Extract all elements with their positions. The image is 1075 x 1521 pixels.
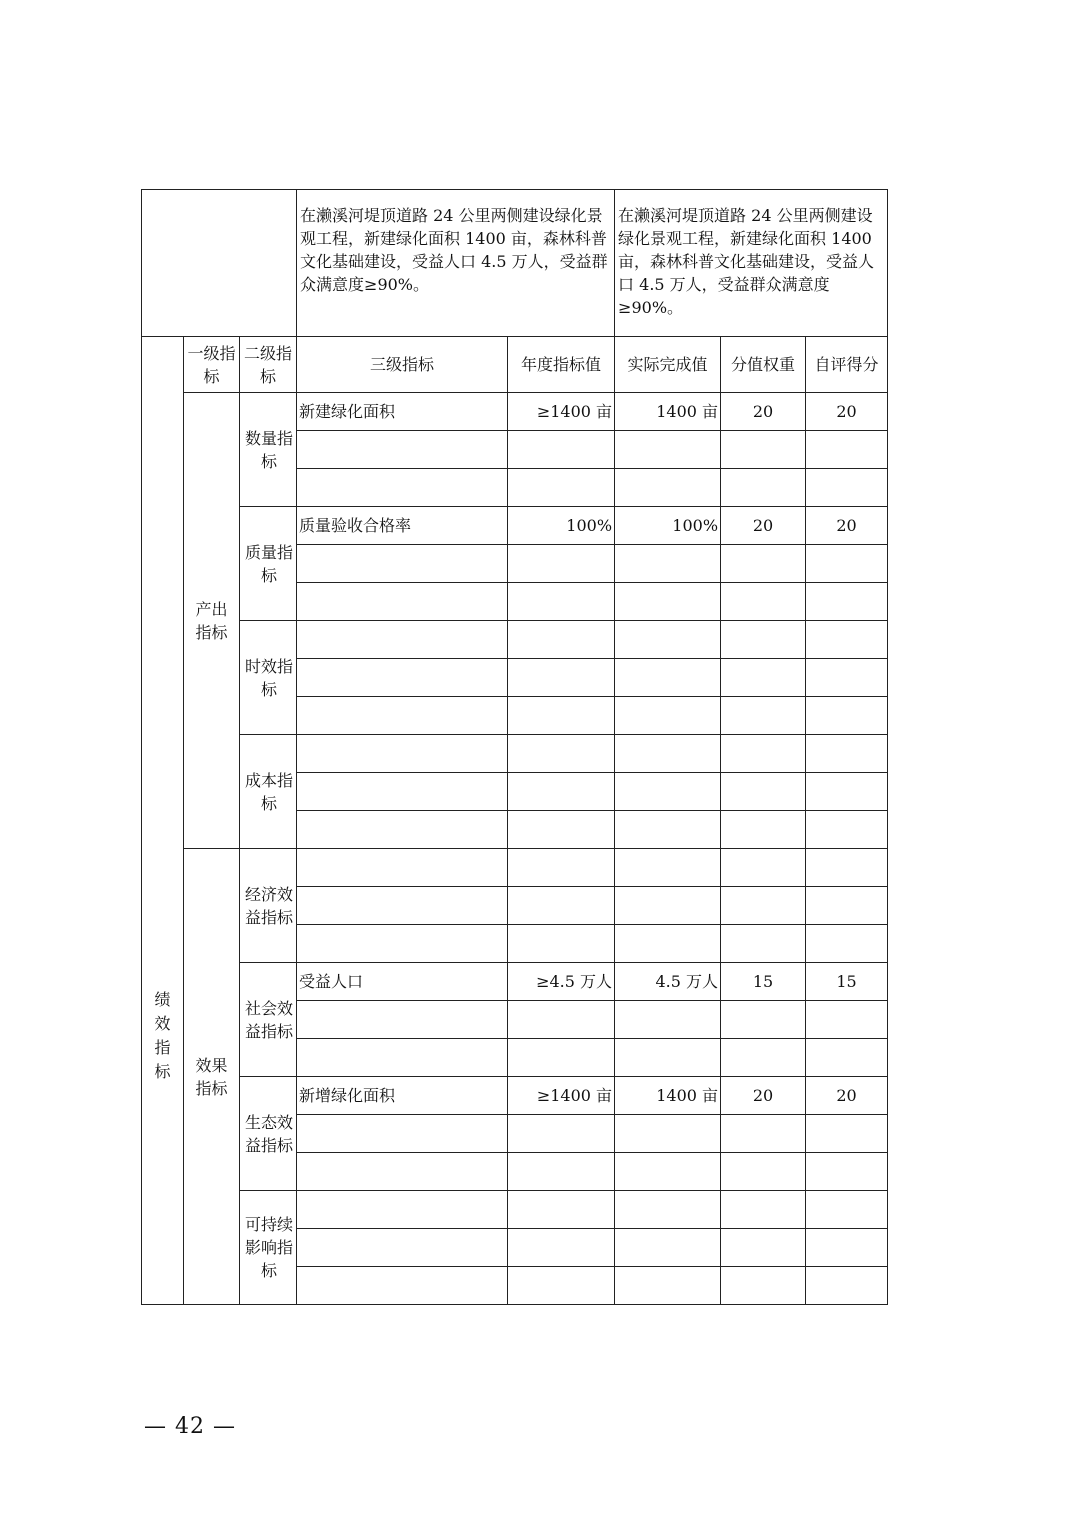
header-row (142, 337, 888, 393)
weight-value: 15 (721, 963, 806, 1001)
actual-value: 1400 亩 (615, 393, 721, 431)
table-row (142, 849, 888, 887)
level2-social: 社会效益指标 (240, 963, 297, 1077)
goals-row (142, 190, 888, 337)
header-level1: 一级指标 (184, 337, 240, 393)
page-number: — 42 — (144, 1414, 236, 1439)
level2-sustainable: 可持续影响指标 (240, 1191, 297, 1305)
header-annual-target: 年度指标值 (508, 337, 615, 393)
indicator-name: 质量验收合格率 (297, 507, 508, 545)
score-value: 20 (806, 507, 888, 545)
weight-value: 20 (721, 393, 806, 431)
table-row (142, 1077, 888, 1115)
score-value: 20 (806, 1077, 888, 1115)
header-weight: 分值权重 (721, 337, 806, 393)
score-value: 20 (806, 393, 888, 431)
level1-output: 产出指标 (184, 393, 240, 849)
header-actual-value: 实际完成值 (615, 337, 721, 393)
annual-target-value: ≥1400 亩 (508, 393, 615, 431)
planned-goal: 在濑溪河堤顶道路 24 公里两侧建设绿化景观工程，新建绿化面积 1400 亩，森林科普文化基础建设，受益人口 4.5 万人，受益群众满意度≥90%。 (297, 190, 615, 337)
actual-value: 4.5 万人 (615, 963, 721, 1001)
header-level2: 二级指标 (240, 337, 297, 393)
header-self-score: 自评得分 (806, 337, 888, 393)
annual-target-value: ≥4.5 万人 (508, 963, 615, 1001)
table-row (142, 507, 888, 545)
indicator-name: 受益人口 (297, 963, 508, 1001)
score-value: 15 (806, 963, 888, 1001)
actual-value: 1400 亩 (615, 1077, 721, 1115)
performance-table (141, 189, 888, 1305)
level2-ecological: 生态效益指标 (240, 1077, 297, 1191)
level2-quality: 质量指标 (240, 507, 297, 621)
weight-value: 20 (721, 507, 806, 545)
weight-value: 20 (721, 1077, 806, 1115)
table-row (142, 393, 888, 431)
actual-goal: 在濑溪河堤顶道路 24 公里两侧建设绿化景观工程，新建绿化面积 1400 亩，森林科普文化基础建设，受益人口 4.5 万人，受益群众满意度≥90%。 (615, 190, 888, 337)
annual-target-value: 100% (508, 507, 615, 545)
level1-effect: 效果指标 (184, 849, 240, 1305)
annual-target-value: ≥1400 亩 (508, 1077, 615, 1115)
table-row (142, 735, 888, 773)
indicator-name: 新增绿化面积 (297, 1077, 508, 1115)
section-label-performance: 绩效指标 (142, 337, 184, 1305)
goals-blank-cell (142, 190, 297, 337)
level2-cost: 成本指标 (240, 735, 297, 849)
table-row (142, 621, 888, 659)
table-row (142, 963, 888, 1001)
table-row (142, 1191, 888, 1229)
level2-economic: 经济效益指标 (240, 849, 297, 963)
level2-quantity: 数量指标 (240, 393, 297, 507)
header-level3: 三级指标 (297, 337, 508, 393)
level2-timeliness: 时效指标 (240, 621, 297, 735)
indicator-name: 新建绿化面积 (297, 393, 508, 431)
actual-value: 100% (615, 507, 721, 545)
